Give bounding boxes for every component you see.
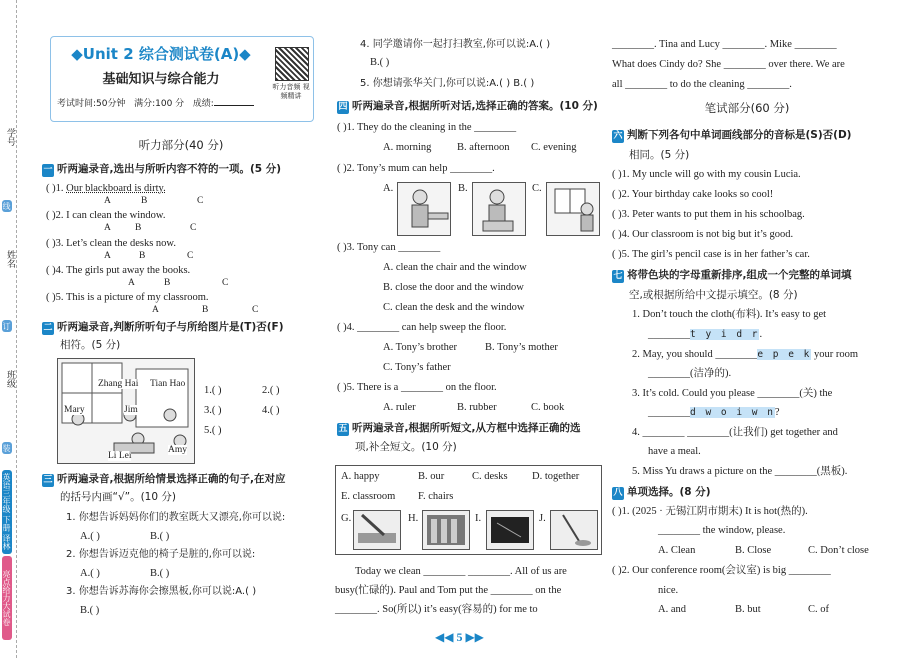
listening-title: 听力部分(40 分) [138, 138, 224, 152]
binding-strip [0, 0, 30, 658]
q4-5-opt-a[interactable]: A. ruler [383, 402, 416, 413]
q5-word-a: A. happy [341, 471, 380, 482]
test-title: ◆Unit 2 综合测试卷(A)◆ [71, 45, 251, 63]
q3-item-3: 3. 你想告诉苏海你会擦黑板,你可以说:A.( ) [66, 586, 257, 597]
q2-answer-2[interactable]: 2.( ) [262, 385, 280, 396]
q1-item-4: ( )4. The girls put away the books. [46, 265, 191, 276]
q7-item-2-cont[interactable]: ________(洁净的). [648, 368, 732, 379]
page-number: ◀◀ 5 ▶▶ [435, 630, 484, 644]
qr-code-icon[interactable] [275, 47, 309, 81]
q8-item-1: ( )1. (2025 · 无锡江阴市期末) It is hot(热的). [612, 506, 808, 517]
q7-item-1-answer[interactable]: ________t y i d r. [648, 329, 763, 340]
q4-2-opt-c[interactable]: C. [532, 183, 542, 194]
book-label: 英语三年级 下册 译林 [2, 470, 12, 554]
q5-passage-1: Today we clean ________ ________. All of us are [355, 566, 567, 577]
q7-item-3-cont[interactable]: ________d w o i w n? [648, 407, 780, 418]
q5-pic-h-label: H. [408, 513, 419, 524]
q4-1-opt-b[interactable]: B. afternoon [457, 142, 510, 153]
q5-pic-g [353, 510, 401, 550]
q1-heading: 一 听两遍录音,选出与所听内容不符的一项。(5 分) [43, 163, 282, 175]
score-total: 满分:100 分 [134, 99, 185, 109]
q4-5-opt-b[interactable]: B. rubber [457, 402, 497, 413]
q4-1-opt-a[interactable]: A. morning [383, 142, 432, 153]
q7-item-2[interactable]: 2. May, you should ________e p e k your room [632, 349, 859, 360]
q6-item-4: ( )4. Our classroom is not big but it’s good. [612, 229, 794, 240]
binding-dashed-line [16, 0, 17, 658]
q7-1-letters: t y i d r [690, 329, 760, 340]
test-subtitle: 基础知识与综合能力 [102, 72, 220, 87]
q4-item-2: ( )2. Tony’s mum can help ________. [337, 163, 495, 174]
q2-answer-5[interactable]: 5.( ) [204, 425, 222, 436]
q4-2-picture-b [472, 182, 526, 236]
q4-1-opt-c[interactable]: C. evening [531, 142, 577, 153]
q3-item-3-b[interactable]: B.( ) [80, 605, 100, 616]
q5-word-e: E. classroom [341, 491, 396, 502]
q6-item-2: ( )2. Your birthday cake looks so cool! [612, 189, 774, 200]
q6-heading: 六 判断下列各句中单词画线部分的音标是(S)否(D) [613, 129, 852, 141]
q6-item-3: ( )3. Peter wants to put them in his schoolbag. [612, 209, 805, 220]
q1-item-1: ( )1. Our blackboard is dirty. [46, 183, 166, 194]
q7-2-letters: e p e k [757, 349, 812, 360]
q5-passage-6: all ________ to do the cleaning ________. [612, 79, 792, 90]
q3-item-1-a[interactable]: A.( ) [80, 531, 100, 542]
q3-item-2-b[interactable]: B.( ) [150, 568, 170, 579]
q2-answer-3[interactable]: 3.( ) [204, 405, 222, 416]
q2-classroom-picture: Zhang Hai Tian Hao Mary Jim Li Lei Amy [57, 358, 195, 464]
q4-item-4: ( )4. ________ can help sweep the floor. [337, 322, 507, 333]
q2-answer-4[interactable]: 4.( ) [262, 405, 280, 416]
q7-heading-cont: 空,或根据所给中文提示填空。(8 分) [629, 289, 798, 301]
test-meta [57, 95, 254, 109]
q4-2-opt-a[interactable]: A. [383, 183, 394, 194]
q2-heading: 二 听两遍录音,判断所听句子与所给图片是(T)否(F) [43, 321, 284, 333]
q8-2-opt-b[interactable]: B. but [735, 604, 761, 615]
q3-heading-cont: 的括号内画“√”。(10 分) [60, 491, 176, 503]
q5-passage-2: busy(忙碌的). Paul and Tom put the ________ on the [335, 585, 562, 596]
q3-item-1: 1. 你想告诉妈妈你们的教室既大又漂亮,你可以说: [66, 512, 286, 523]
q3-item-2-a[interactable]: A.( ) [80, 568, 100, 579]
q7-heading: 七 将带色块的字母重新排序,组成一个完整的单词填 [613, 269, 852, 281]
q6-heading-cont: 相同。(5 分) [629, 149, 690, 161]
q5-pic-j-label: J. [539, 513, 546, 524]
q6-item-5: ( )5. The girl’s pencil case is in her father’s car. [612, 249, 810, 260]
q7-item-1: 1. Don’t touch the cloth(布料). It’s easy to get [632, 309, 827, 320]
q8-heading: 八 单项选择。(8 分) [613, 486, 711, 498]
q4-4-opt-b[interactable]: B. Tony’s mother [485, 342, 558, 353]
q5-pic-i [486, 510, 534, 550]
q2-answer-1[interactable]: 1.( ) [204, 385, 222, 396]
brand-label: 亮点给力大试卷 [2, 556, 12, 640]
q8-item-2: ( )2. Our conference room(会议室) is big ________ [612, 565, 831, 576]
name-label: 姓名 [5, 250, 15, 268]
q4-2-picture-c [546, 182, 600, 236]
q4-3-opt-a[interactable]: A. clean the chair and the window [383, 262, 527, 273]
q8-item-2-cont: nice. [658, 585, 679, 596]
student-no-label: 学号 [5, 128, 15, 146]
q5-word-d: D. together [532, 471, 580, 482]
writing-title: 笔试部分(60 分) [704, 101, 790, 115]
q4-item-3: ( )3. Tony can ________ [337, 242, 441, 253]
q8-item-1-cont: ________ the window, please. [658, 525, 786, 536]
q8-1-opt-b[interactable]: B. Close [735, 545, 772, 556]
q5-heading: 五 听两遍录音,根据所听短文,从方框中选择正确的选 [338, 422, 581, 434]
q4-4-opt-a[interactable]: A. Tony’s brother [383, 342, 458, 353]
q3-item-4-b[interactable]: B.( ) [370, 57, 390, 68]
q5-word-b: B. our [418, 471, 445, 482]
q1-item-5: ( )5. This is a picture of my classroom. [46, 292, 209, 303]
q5-word-c: C. desks [472, 471, 508, 482]
q4-2-opt-b[interactable]: B. [458, 183, 468, 194]
score-label: 成绩: [192, 99, 214, 109]
q1-item-3: ( )3. Let’s clean the desks now. [46, 238, 176, 249]
q4-5-opt-c[interactable]: C. book [531, 402, 565, 413]
test-header [50, 36, 314, 122]
q5-passage-3: ________. So(所以) it’s easy(容易的) for me to [335, 604, 538, 615]
q5-pic-h [422, 510, 470, 550]
q3-item-4: 4. 同学邀请你一起打扫教室,你可以说:A.( ) [360, 39, 551, 50]
q8-1-opt-c[interactable]: C. Don’t close [808, 545, 869, 556]
q8-2-opt-a[interactable]: A. and [658, 604, 686, 615]
q1-item-2: ( )2. I can clean the window. [46, 210, 166, 221]
class-label: 班级 [5, 370, 15, 388]
q4-heading: 四 听两遍录音,根据所听对话,选择正确的答案。(10 分) [338, 100, 598, 112]
q4-item-5: ( )5. There is a ________ on the floor. [337, 382, 497, 393]
q4-item-1: ( )1. They do the cleaning in the ________ [337, 122, 517, 133]
qr-caption: 听力音频 视频精讲 [272, 83, 310, 100]
q2-heading-cont: 相符。(5 分) [60, 339, 121, 351]
q5-pic-i-label: I. [475, 513, 482, 524]
q5-word-f: F. chairs [418, 491, 454, 502]
tab-bind: 装 [2, 444, 11, 452]
tab-line: 线 [2, 202, 11, 210]
q7-3-letters: d w o i w n [690, 407, 775, 418]
q5-heading-cont: 项,补全短文。(10 分) [355, 441, 457, 453]
q7-item-3[interactable]: 3. It’s cold. Could you please ________(关) the [632, 388, 833, 399]
q3-item-5: 5. 你想请张华关门,你可以说:A.( ) B.( ) [360, 78, 535, 89]
q7-item-5[interactable]: 5. Miss Yu draws a picture on the ________(黑板). [632, 466, 848, 477]
q5-pic-j [550, 510, 598, 550]
q8-1-opt-a[interactable]: A. Clean [658, 545, 696, 556]
q5-word-box [335, 465, 602, 555]
q3-heading: 三 听两遍录音,根据所给情景选择正确的句子,在对应 [43, 473, 286, 485]
q4-2-picture-a [397, 182, 451, 236]
q5-pic-g-label: G. [341, 513, 352, 524]
q4-3-opt-b[interactable]: B. close the door and the window [383, 282, 524, 293]
q7-item-4-cont: have a meal. [648, 446, 701, 457]
q7-item-4[interactable]: 4. ________ ________(让我们) get together and [632, 427, 838, 438]
q4-4-opt-c[interactable]: C. Tony’s father [383, 362, 451, 373]
q3-item-2: 2. 你想告诉迈克他的椅子是脏的,你可以说: [66, 549, 256, 560]
time-label: 考试时间:50分钟 [57, 99, 126, 109]
q6-item-1: ( )1. My uncle will go with my cousin Lucia. [612, 169, 801, 180]
q4-3-opt-c[interactable]: C. clean the desk and the window [383, 302, 525, 313]
q5-passage-5: What does Cindy do? She ________ over there. We are [612, 59, 845, 70]
tab-order: 订 [2, 322, 11, 330]
q8-2-opt-c[interactable]: C. of [808, 604, 829, 615]
q5-passage-4: ________. Tina and Lucy ________. Mike ________ [612, 39, 837, 50]
q3-item-1-b[interactable]: B.( ) [150, 531, 170, 542]
